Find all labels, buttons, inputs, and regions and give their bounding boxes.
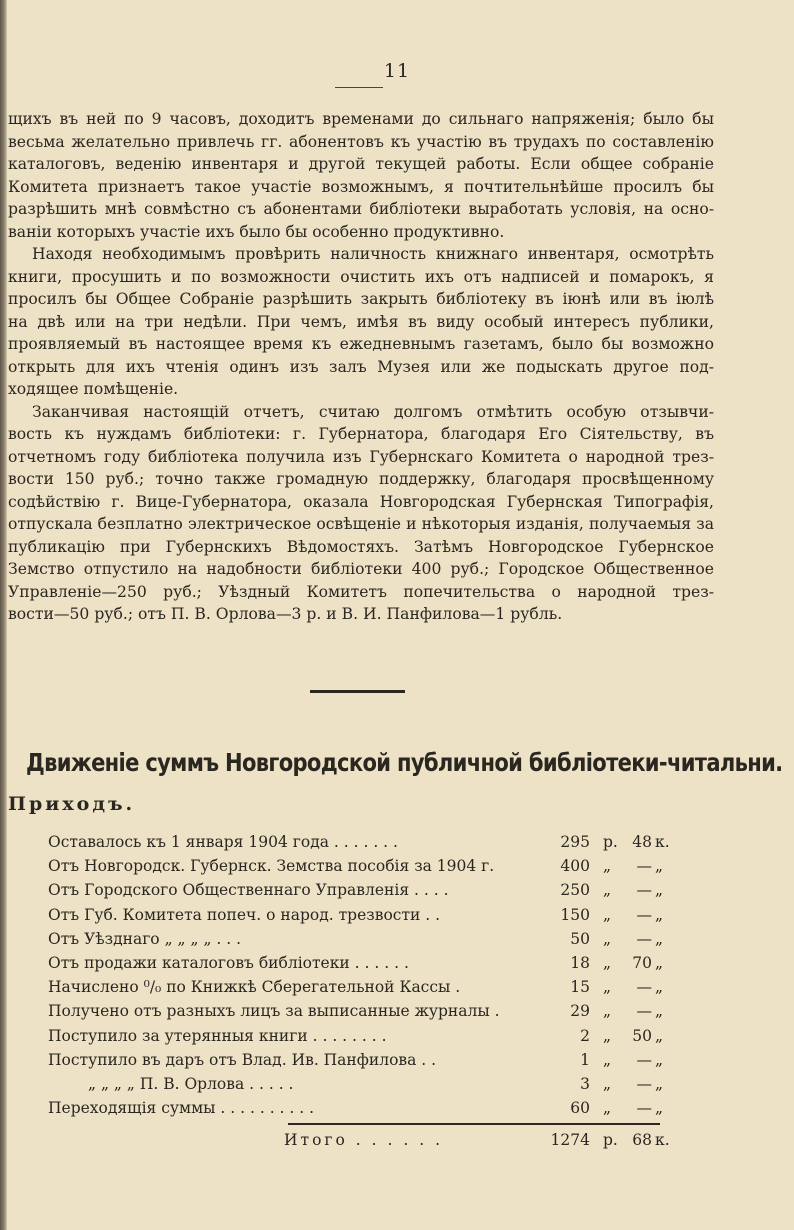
- total-row: [48, 1127, 688, 1153]
- body-line: весьма желательно привлечь гг. абонентовъ къ участію въ трудахъ по составленію: [8, 132, 714, 151]
- ledger-row: [48, 927, 688, 951]
- page-number-underline: [335, 87, 383, 88]
- total-kopeck-unit: к.: [655, 1131, 670, 1149]
- ledger-rubles: 1: [580, 1050, 590, 1069]
- body-line: Земство отпустило на надобности библіотеки 400 руб.; Городское Общественное: [8, 560, 714, 578]
- ledger-row: [48, 903, 688, 927]
- body-line: публикацію при Губернскихъ Вѣдомостяхъ. Затѣмъ Новгородское Губернское: [8, 537, 714, 556]
- ledger-kopeck-unit: „: [655, 1026, 664, 1045]
- ledger-label: Отъ Губ. Комитета попеч. о народ. трезвости . .: [48, 905, 441, 924]
- body-text: [8, 108, 714, 626]
- ledger-ruble-unit: „: [603, 978, 612, 997]
- body-line: просилъ бы Общее Собраніе разрѣшить закрыть библіотеку въ іюнѣ или въ іюлѣ: [8, 290, 714, 308]
- ledger-rubles: 18: [570, 953, 590, 972]
- ledger-ruble-unit: „: [603, 1099, 612, 1118]
- ledger-kopecks: —: [636, 1074, 652, 1093]
- body-line: щихъ въ ней по 9 часовъ, доходитъ временами до сильнаго напряженія; было бы: [8, 110, 714, 128]
- ledger-label: „ „ „ „ П. В. Орлова . . . . .: [88, 1074, 294, 1093]
- ledger-kopeck-unit: к.: [655, 833, 670, 851]
- ledger-row: [48, 830, 688, 854]
- body-line: отпускала безплатно электрическое освѣщеніе и нѣкоторыя изданія, получаемыя за: [8, 515, 714, 533]
- ledger-ruble-unit: „: [603, 1050, 612, 1069]
- ledger-ruble-unit: р.: [603, 833, 618, 851]
- ledger-kopeck-unit: „: [655, 857, 664, 876]
- ledger-rubles: 3: [580, 1074, 590, 1093]
- ledger-row: [48, 878, 688, 902]
- ledger-label: Получено отъ разныхъ лицъ за выписанные журналы .: [48, 1002, 500, 1021]
- ledger-row: [48, 1072, 688, 1096]
- ledger-kopecks: 50: [632, 1026, 652, 1045]
- body-line: на двѣ или на три недѣли. При чемъ, имѣя въ виду особый интересъ публики,: [8, 312, 714, 331]
- ledger-rubles: 250: [560, 881, 590, 900]
- body-line: отчетномъ году библіотека получила изъ Губернскаго Комитета о народной трез-: [8, 447, 714, 466]
- ledger-label: Переходящія суммы . . . . . . . . . .: [48, 1099, 315, 1118]
- body-line: содѣйствію г. Вице-Губернатора, оказала Новгородская Губернская Типографія,: [8, 492, 714, 511]
- body-line: разрѣшить мнѣ совмѣстно съ абонентами библіотеки выработать условія, на осно-: [8, 200, 714, 218]
- ledger-ruble-unit: „: [603, 1002, 612, 1021]
- total-rubles: 1274: [550, 1131, 590, 1149]
- ledger-rubles: 60: [570, 1099, 590, 1118]
- ledger-kopeck-unit: „: [655, 881, 664, 900]
- ledger-row: [48, 1096, 688, 1120]
- income-heading: Приходъ.: [8, 793, 136, 815]
- ledger-kopecks: —: [636, 857, 652, 876]
- body-line: открыть для ихъ чтенія одинъ изъ залъ Музея или же подыскать другое под-: [8, 357, 714, 376]
- ledger-ruble-unit: „: [603, 1026, 612, 1045]
- ledger-kopecks: 48: [632, 833, 652, 851]
- ledger-rubles: 295: [560, 833, 590, 851]
- page-binding-edge: [0, 0, 7, 1230]
- ledger-label: Отъ продажи каталоговъ библіотеки . . . . . .: [48, 953, 409, 972]
- ledger-label: Отъ Городского Общественнаго Управленія . . . .: [48, 881, 449, 900]
- ledger-kopeck-unit: „: [655, 929, 664, 948]
- ledger-rubles: 29: [570, 1002, 590, 1021]
- body-line: вость къ нуждамъ библіотеки: г. Губернатора, благодаря Его Сіятельству, въ: [8, 425, 714, 443]
- ledger-kopeck-unit: „: [655, 905, 664, 924]
- ledger-kopeck-unit: „: [655, 953, 664, 972]
- ledger-rubles: 50: [570, 929, 590, 948]
- body-line: проявляемый въ настоящее время къ ежедневнымъ газетамъ, было бы возможно: [8, 335, 714, 353]
- body-line: Комитета признаетъ такое участіе возможнымъ, я почтительнѣйше просилъ бы: [8, 177, 714, 196]
- ledger-label: Отъ Уѣзднаго „ „ „ „ . . .: [48, 929, 242, 948]
- body-line: ваніи которыхъ участіе ихъ было бы особенно продуктивно.: [8, 222, 505, 241]
- ledger-kopecks: 70: [632, 953, 652, 972]
- ledger-kopecks: —: [636, 905, 652, 924]
- total-label: Итого . . . . . .: [284, 1131, 444, 1149]
- body-line: вости 150 руб.; точно также громадную поддержку, благодаря просвѣщенному: [8, 470, 714, 488]
- ledger-rubles: 2: [580, 1026, 590, 1045]
- section-title: Движеніе суммъ Новгородской публичной библіотеки-читальни.: [26, 748, 783, 777]
- ledger-kopeck-unit: „: [655, 978, 664, 997]
- ledger-label: Начислено ⁰/₀ по Книжкѣ Сберегательной Кассы .: [48, 978, 461, 997]
- body-line: Находя необходимымъ провѣрить наличность книжнаго инвентаря, осмотрѣть: [32, 245, 714, 263]
- ledger-kopecks: —: [636, 1099, 652, 1118]
- ledger-kopeck-unit: „: [655, 1050, 664, 1069]
- body-line: каталоговъ, веденію инвентаря и другой текущей работы. Если общее собраніе: [8, 155, 714, 173]
- ledger-rubles: 150: [560, 905, 590, 924]
- ledger-row: [48, 975, 688, 999]
- ledger-row: [48, 1024, 688, 1048]
- ledger-kopeck-unit: „: [655, 1002, 664, 1021]
- total-kopecks: 68: [632, 1131, 652, 1149]
- ledger-ruble-unit: „: [603, 929, 612, 948]
- ledger-label: Поступило въ даръ отъ Влад. Ив. Панфилова . .: [48, 1050, 437, 1069]
- ledger-kopecks: —: [636, 1002, 652, 1021]
- ledger-kopeck-unit: „: [655, 1099, 664, 1118]
- body-line: вости—50 руб.; отъ П. В. Орлова—3 р. и В. И. Панфилова—1 рубль.: [8, 605, 563, 623]
- ledger-kopeck-unit: „: [655, 1074, 664, 1093]
- body-line: Заканчивая настоящій отчетъ, считаю долгомъ отмѣтить особую отзывчи-: [32, 402, 714, 421]
- ledger-row: [48, 951, 688, 975]
- ledger-ruble-unit: „: [603, 857, 612, 876]
- ledger-row: [48, 1048, 688, 1072]
- ledger-ruble-unit: „: [603, 953, 612, 972]
- body-line: ходящее помѣщеніе.: [8, 380, 179, 398]
- ledger-label: Отъ Новгородск. Губернск. Земства пособія за 1904 г.: [48, 857, 495, 876]
- total-ruble-unit: р.: [603, 1131, 618, 1149]
- body-line: книги, просушить и по возможности очистить ихъ отъ надписей и помарокъ, я: [8, 267, 714, 286]
- body-line: Управленіе—250 руб.; Уѣздный Комитетъ попечительства о народной трез-: [8, 582, 714, 601]
- ledger-label: Поступило за утерянныя книги . . . . . . . .: [48, 1026, 387, 1045]
- ledger-row: [48, 854, 688, 878]
- ledger-kopecks: —: [636, 978, 652, 997]
- page-number: 11: [383, 60, 411, 82]
- ledger-ruble-unit: „: [603, 881, 612, 900]
- ledger-kopecks: —: [636, 1050, 652, 1069]
- ledger-kopecks: —: [636, 881, 652, 900]
- total-rule: [288, 1123, 660, 1125]
- ledger-rubles: 15: [570, 978, 590, 997]
- ledger-ruble-unit: „: [603, 1074, 612, 1093]
- ledger-rubles: 400: [560, 857, 590, 876]
- section-separator: [310, 690, 405, 693]
- ledger-kopecks: —: [636, 929, 652, 948]
- ledger-ruble-unit: „: [603, 905, 612, 924]
- ledger-row: [48, 999, 688, 1023]
- ledger-label: Оставалось къ 1 января 1904 года . . . . . . .: [48, 833, 398, 851]
- income-ledger: [48, 830, 688, 1120]
